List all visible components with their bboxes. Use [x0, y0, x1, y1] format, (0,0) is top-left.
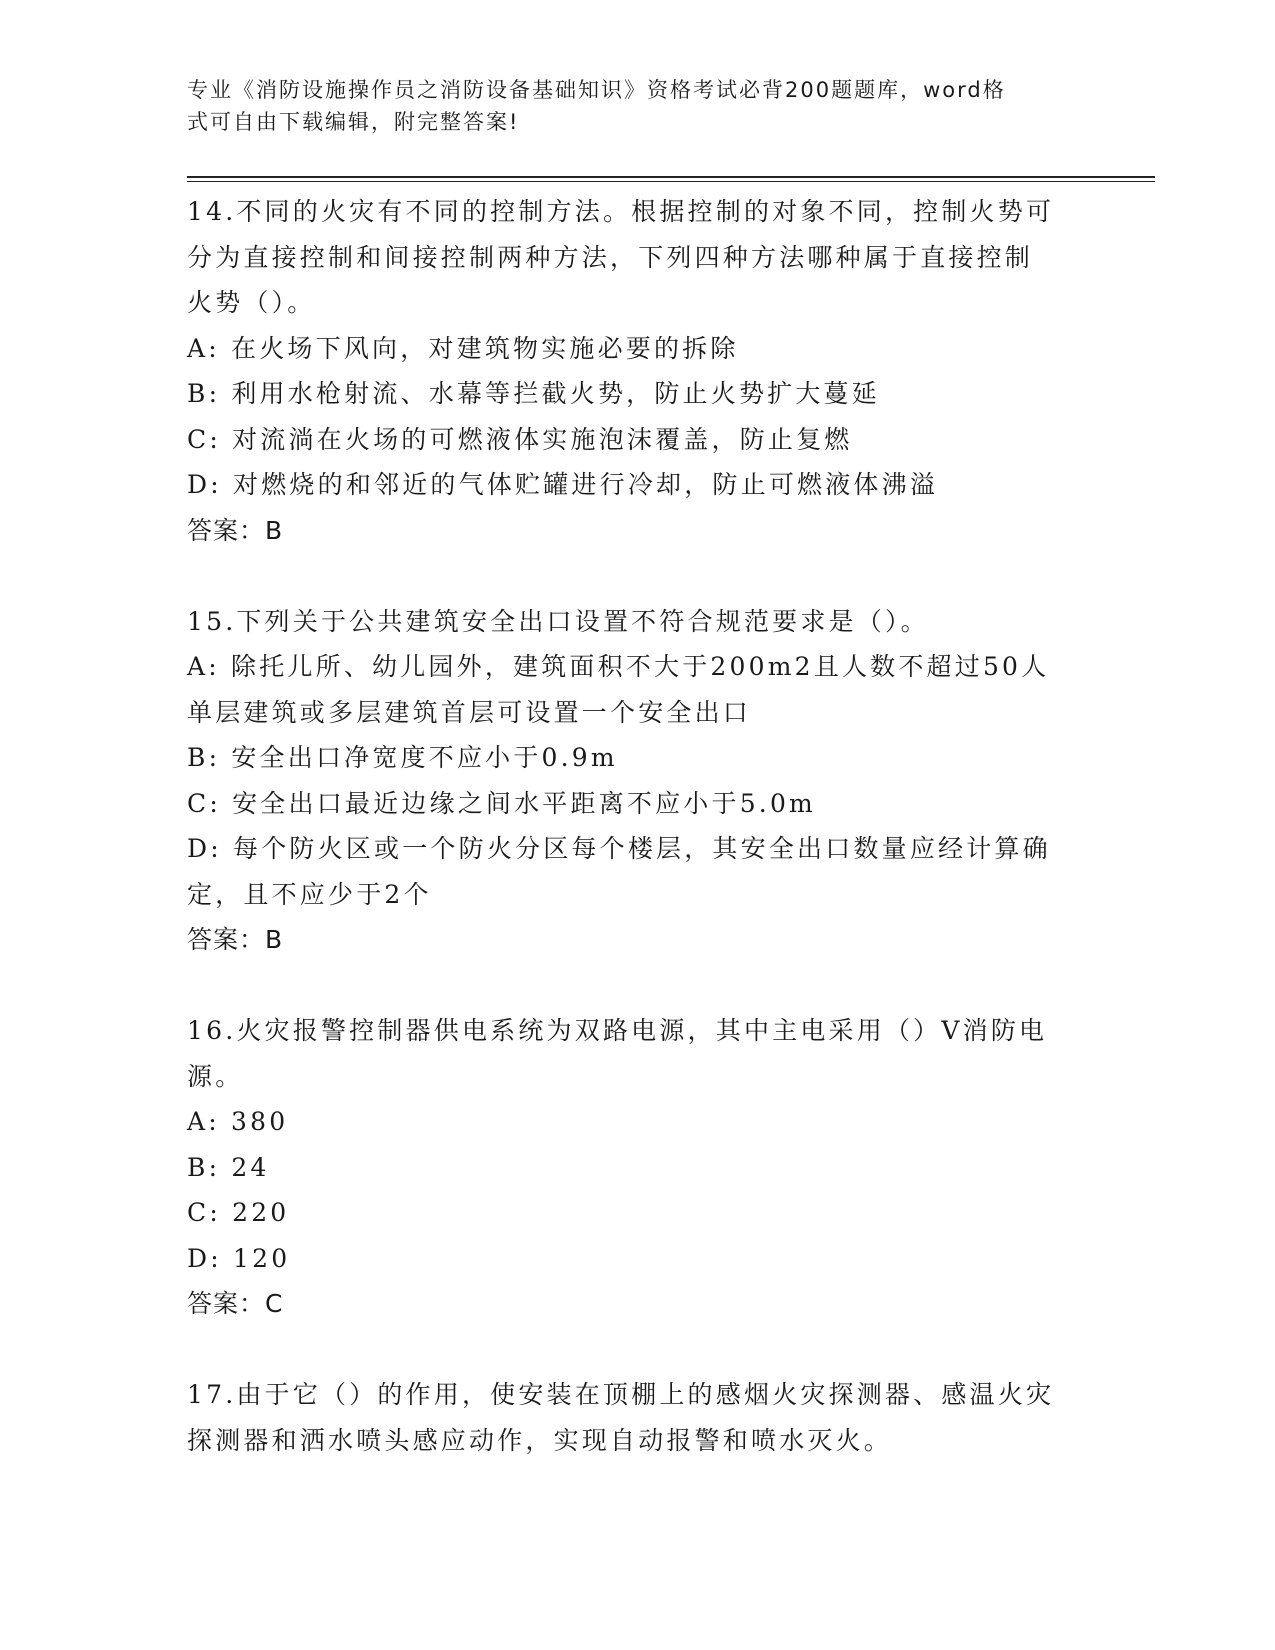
- question-stem-line: 14.不同的火灾有不同的控制方法。根据控制的对象不同，控制火势可: [187, 197, 1055, 226]
- option-a-continued: 单层建筑或多层建筑首层可设置一个安全出口: [187, 697, 752, 727]
- option-c: C: 220: [187, 1198, 290, 1227]
- option-d-continued: 定，且不应少于2个: [187, 879, 432, 909]
- option-b: B: 24: [187, 1152, 270, 1182]
- option-d: D: 120: [187, 1243, 291, 1273]
- option-b: B: 利用水枪射流、水幕等拦截火势，防止火势扩大蔓延: [187, 379, 880, 408]
- question-stem-line: 分为直接控制和间接控制两种方法，下列四种方法哪种属于直接控制: [187, 242, 1034, 272]
- spacer: [187, 553, 1087, 599]
- option-c: C: 安全出口最近边缘之间水平距离不应小于5.0m: [187, 788, 816, 818]
- spacer: [187, 1327, 1087, 1373]
- option-d: D: 对燃烧的和邻近的气体贮罐进行冷却，防止可燃液体沸溢: [187, 470, 939, 499]
- option-c: C: 对流淌在火场的可燃液体实施泡沫覆盖，防止复燃: [187, 424, 853, 454]
- option-a: A: 在火场下风向，对建筑物实施必要的拆除: [187, 333, 739, 363]
- header-line: 专业《消防设施操作员之消防设备基础知识》资格考试必背200题题库，word格: [187, 78, 1006, 102]
- question-stem-line: 16.火灾报警控制器供电系统为双路电源，其中主电采用（）V消防电: [187, 1016, 1048, 1045]
- option-d: D: 每个防火区或一个防火分区每个楼层，其安全出口数量应经计算确: [187, 834, 1051, 863]
- question-stem-line: 探测器和洒水喷头感应动作，实现自动报警和喷水灭火。: [187, 1425, 893, 1455]
- question-stem-line: 源。: [187, 1061, 244, 1091]
- option-a: A: 除托儿所、幼儿园外，建筑面积不大于200m2且人数不超过50人: [187, 652, 1050, 681]
- header-line: 式可自由下载编辑，附完整答案!: [187, 110, 520, 134]
- option-a: A: 380: [187, 1107, 289, 1136]
- answer-line: 答案：C: [187, 1289, 284, 1318]
- header-divider-thick: [187, 176, 1155, 178]
- document-header: [187, 74, 1067, 138]
- question-14: [187, 189, 1087, 553]
- header-divider-thin: [187, 181, 1155, 182]
- spacer: [187, 963, 1087, 1009]
- question-stem-line: 15.下列关于公共建筑安全出口设置不符合规范要求是（）。: [187, 606, 929, 636]
- answer-line: 答案：B: [187, 925, 284, 954]
- question-17: [187, 1372, 1087, 1463]
- question-15: [187, 599, 1087, 963]
- question-16: [187, 1008, 1087, 1327]
- option-b: B: 安全出口净宽度不应小于0.9m: [187, 743, 618, 772]
- question-stem-line: 17.由于它（）的作用，使安装在顶棚上的感烟火灾探测器、感温火灾: [187, 1380, 1055, 1409]
- question-list: [187, 189, 1087, 1463]
- question-stem-line: 火势（）。: [187, 288, 316, 317]
- answer-line: 答案：B: [187, 515, 284, 545]
